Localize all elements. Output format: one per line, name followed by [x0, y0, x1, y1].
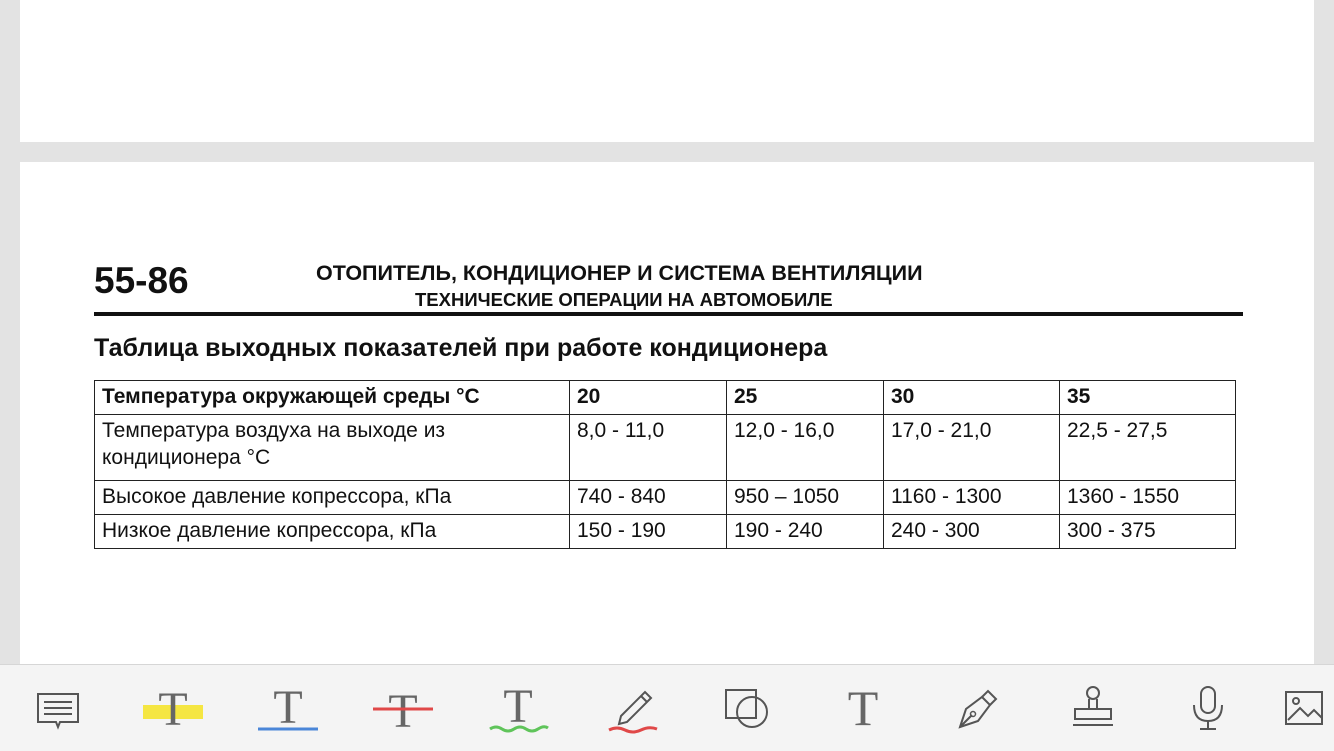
- svg-text:T: T: [388, 685, 418, 733]
- image-button[interactable]: [1280, 665, 1334, 751]
- section-title: ОТОПИТЕЛЬ, КОНДИЦИОНЕР И СИСТЕМА ВЕНТИЛЯЦИИ: [316, 261, 923, 285]
- table-header-cell: 25: [727, 381, 884, 415]
- table-row: [95, 415, 1236, 481]
- stamp-button[interactable]: [1053, 665, 1133, 751]
- table-cell: 150 - 190: [570, 515, 727, 549]
- table-cell: 300 - 375: [1060, 515, 1236, 549]
- table-cell: 190 - 240: [727, 515, 884, 549]
- strikethrough-button[interactable]: [363, 665, 443, 751]
- table-row: [95, 515, 1236, 549]
- underline-text-icon: [256, 683, 320, 733]
- table-cell: 240 - 300: [884, 515, 1060, 549]
- svg-text:T: T: [847, 683, 879, 733]
- annotation-toolbar: [0, 664, 1334, 751]
- table-cell: 12,0 - 16,0: [727, 415, 884, 481]
- notes-icon: [34, 686, 82, 730]
- squiggly-button[interactable]: [478, 665, 558, 751]
- table-header-cell: 20: [570, 381, 727, 415]
- signature-pen-icon: [952, 683, 1004, 733]
- svg-text:T: T: [503, 682, 533, 733]
- table-header-cell: Температура окружающей среды °C: [95, 381, 570, 415]
- header-divider: [94, 312, 1243, 316]
- previous-page: [20, 0, 1314, 142]
- table-cell: 17,0 - 21,0: [884, 415, 1060, 481]
- performance-table: [94, 380, 1236, 549]
- table-header-row: [95, 381, 1236, 415]
- table-cell: 22,5 - 27,5: [1060, 415, 1236, 481]
- table-cell: 1160 - 1300: [884, 481, 1060, 515]
- svg-text:T: T: [273, 683, 303, 733]
- squiggly-text-icon: [486, 682, 550, 734]
- table-cell: 950 – 1050: [727, 481, 884, 515]
- table-cell: 740 - 840: [570, 481, 727, 515]
- highlight-text-icon: [141, 683, 205, 733]
- strikethrough-text-icon: [371, 683, 435, 733]
- svg-text:T: T: [158, 683, 188, 733]
- draw-button[interactable]: [593, 665, 673, 751]
- shapes-icon: [722, 684, 774, 732]
- audio-note-button[interactable]: [1168, 665, 1248, 751]
- signature-button[interactable]: [938, 665, 1018, 751]
- stamp-icon: [1067, 683, 1119, 733]
- page-number: 55-86: [94, 260, 189, 301]
- table-cell: Высокое давление копрессора, кПа: [95, 481, 570, 515]
- table-cell: 1360 - 1550: [1060, 481, 1236, 515]
- highlight-button[interactable]: [133, 665, 213, 751]
- text-box-icon: [837, 683, 889, 733]
- shapes-button[interactable]: [708, 665, 788, 751]
- section-subtitle: ТЕХНИЧЕСКИЕ ОПЕРАЦИИ НА АВТОМОБИЛЕ: [415, 289, 833, 310]
- microphone-icon: [1184, 683, 1232, 733]
- table-title: Таблица выходных показателей при работе кондиционера: [94, 334, 828, 362]
- image-icon: [1280, 686, 1324, 730]
- document-page: [20, 162, 1314, 664]
- notes-button[interactable]: [18, 665, 98, 751]
- pencil-draw-icon: [601, 682, 665, 734]
- table-cell: 8,0 - 11,0: [570, 415, 727, 481]
- table-cell: Низкое давление копрессора, кПа: [95, 515, 570, 549]
- underline-button[interactable]: [248, 665, 328, 751]
- table-header-cell: 35: [1060, 381, 1236, 415]
- table-row: [95, 481, 1236, 515]
- table-cell: Температура воздуха на выходе из кондиционера °C: [95, 415, 570, 481]
- table-header-cell: 30: [884, 381, 1060, 415]
- text-box-button[interactable]: [823, 665, 903, 751]
